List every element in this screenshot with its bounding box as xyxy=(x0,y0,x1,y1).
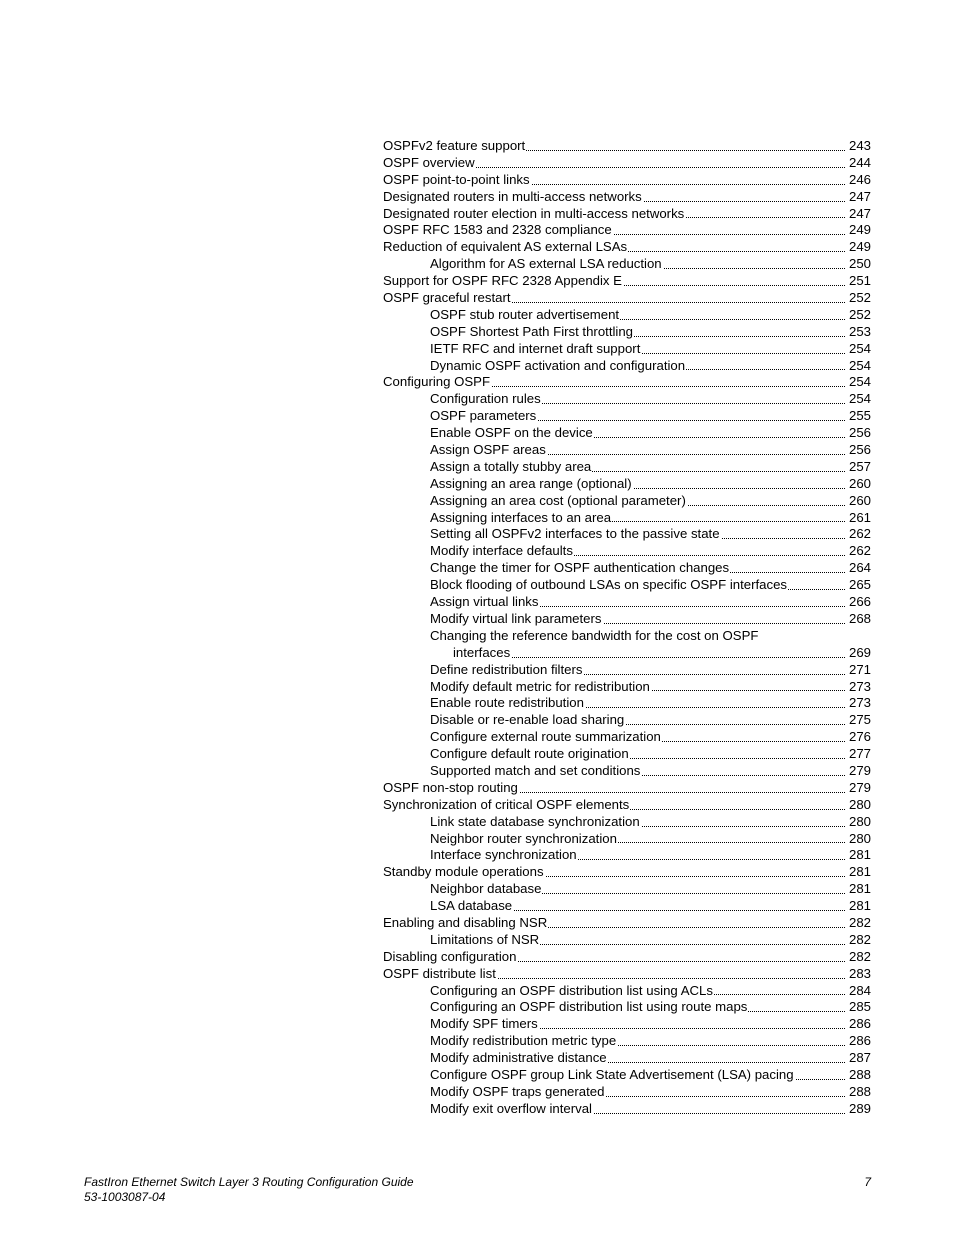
toc-entry[interactable] xyxy=(430,611,871,628)
toc-entry-page: 254 xyxy=(848,374,871,390)
toc-entry-title: Limitations of NSR xyxy=(430,931,540,947)
toc-entry[interactable] xyxy=(430,712,871,729)
toc-entry-title: Modify interface defaults xyxy=(430,543,573,559)
toc-entry[interactable] xyxy=(383,780,871,797)
toc-entry[interactable] xyxy=(430,526,871,543)
toc-entry[interactable] xyxy=(383,949,871,966)
toc-entry[interactable] xyxy=(430,1067,871,1084)
toc-entry-page: 280 xyxy=(848,813,871,829)
toc-entry[interactable] xyxy=(430,628,871,662)
toc-entry[interactable] xyxy=(430,662,871,679)
toc-entry-title: OSPF distribute list xyxy=(383,965,496,981)
toc-entry[interactable] xyxy=(383,138,871,155)
toc-entry-title: Assigning an area range (optional) xyxy=(430,475,632,491)
toc-entry-page: 262 xyxy=(848,526,871,542)
toc-entry[interactable] xyxy=(383,915,871,932)
toc-entry-title: Assigning an area cost (optional parameter) xyxy=(430,492,686,508)
toc-entry[interactable] xyxy=(430,543,871,560)
toc-entry[interactable] xyxy=(383,864,871,881)
toc-entry-title: Block flooding of outbound LSAs on specific OSPF interfaces xyxy=(430,577,787,593)
toc-entry[interactable] xyxy=(430,999,871,1016)
toc-entry-page: 251 xyxy=(848,273,871,289)
toc-entry-title: Setting all OSPFv2 interfaces to the passive state xyxy=(430,526,720,542)
toc-entry-title: Modify default metric for redistribution xyxy=(430,678,650,694)
toc-entry-title: OSPF overview xyxy=(383,154,475,170)
toc-entry-title: Interface synchronization xyxy=(430,847,577,863)
toc-entry-page: 268 xyxy=(848,610,871,626)
toc-entry[interactable] xyxy=(430,932,871,949)
toc-entry-page: 262 xyxy=(848,543,871,559)
toc-entry-page: 256 xyxy=(848,425,871,441)
toc-entry[interactable] xyxy=(430,1033,871,1050)
toc-entry-page: 243 xyxy=(848,138,871,153)
toc-entry[interactable] xyxy=(430,442,871,459)
toc-entry-title: Neighbor router synchronization xyxy=(430,830,617,846)
toc-entry-page: 276 xyxy=(848,729,871,745)
toc-entry-page: 273 xyxy=(848,695,871,711)
toc-entry-page: 279 xyxy=(848,779,871,795)
toc-entry-page: 264 xyxy=(848,560,871,576)
toc-entry[interactable] xyxy=(383,797,871,814)
toc-entry-page: 282 xyxy=(848,914,871,930)
toc-entry-page: 279 xyxy=(848,762,871,778)
toc-entry[interactable] xyxy=(383,239,871,256)
toc-entry-title: Modify exit overflow interval xyxy=(430,1100,592,1116)
toc-entry[interactable] xyxy=(383,189,871,206)
toc-entry-page: 288 xyxy=(848,1067,871,1082)
toc-entry[interactable] xyxy=(430,679,871,696)
toc-entry-title: Neighbor database xyxy=(430,881,542,897)
toc-entry[interactable] xyxy=(383,290,871,307)
toc-entry-title: Disabling configuration xyxy=(383,948,517,964)
toc-entry-page: 247 xyxy=(848,188,871,204)
toc-entry-title: Link state database synchronization xyxy=(430,813,640,829)
toc-entry[interactable] xyxy=(383,206,871,223)
page-number: 7 xyxy=(864,1175,871,1189)
toc-entry-page: 260 xyxy=(848,475,871,491)
toc-entry-page: 269 xyxy=(848,644,871,660)
toc-entry-page: 287 xyxy=(848,1050,871,1066)
toc-entry[interactable] xyxy=(383,273,871,290)
toc-entry-title: Configuring an OSPF distribution list using ACLs xyxy=(430,982,713,998)
toc-entry-title: Designated router election in multi-access networks xyxy=(383,205,685,221)
toc-entry[interactable] xyxy=(430,1050,871,1067)
toc-entry-title: Modify redistribution metric type xyxy=(430,1033,617,1049)
toc-entry-page: 286 xyxy=(848,1033,871,1049)
toc-entry-title: OSPFv2 feature support xyxy=(383,138,526,153)
toc-entry[interactable] xyxy=(430,307,871,324)
toc-entry[interactable] xyxy=(383,222,871,239)
toc-entry-page: 280 xyxy=(848,796,871,812)
toc-entry-title: Modify SPF timers xyxy=(430,1016,538,1032)
toc-entry[interactable] xyxy=(430,324,871,341)
toc-entry[interactable] xyxy=(430,577,871,594)
toc-entry-title: OSPF non-stop routing xyxy=(383,779,518,795)
toc-entry-page: 261 xyxy=(848,509,871,525)
toc-entry[interactable] xyxy=(383,966,871,983)
document-number: 53-1003087-04 xyxy=(84,1190,166,1204)
toc-entry-title-continuation: interfaces xyxy=(453,644,511,660)
toc-entry[interactable] xyxy=(430,594,871,611)
toc-entry[interactable] xyxy=(430,425,871,442)
toc-entry-title: Algorithm for AS external LSA reduction xyxy=(430,256,662,272)
toc-entry-page: 281 xyxy=(848,881,871,897)
toc-entry[interactable] xyxy=(430,391,871,408)
toc-entry-page: 288 xyxy=(848,1083,871,1099)
toc-entry[interactable] xyxy=(430,341,871,358)
toc-entry-title: Enable route redistribution xyxy=(430,695,584,711)
toc-entry-title: OSPF Shortest Path First throttling xyxy=(430,323,634,339)
toc-entry-title: OSPF point-to-point links xyxy=(383,171,530,187)
toc-entry[interactable] xyxy=(383,374,871,391)
toc-entry-title: LSA database xyxy=(430,898,513,914)
toc-entry-page: 275 xyxy=(848,712,871,728)
toc-entry-title: Reduction of equivalent AS external LSAs xyxy=(383,239,628,255)
toc-entry[interactable] xyxy=(430,510,871,527)
toc-entry-title: Change the timer for OSPF authentication changes xyxy=(430,560,730,576)
toc-entry-page: 277 xyxy=(848,746,871,762)
toc-entry[interactable] xyxy=(430,1084,871,1101)
toc-entry-page: 282 xyxy=(848,948,871,964)
toc-entry-title: Configure default route origination xyxy=(430,746,629,762)
toc-entry[interactable] xyxy=(430,408,871,425)
toc-entry-page: 273 xyxy=(848,678,871,694)
toc-entry-page: 254 xyxy=(848,357,871,373)
toc-entry-page: 286 xyxy=(848,1016,871,1032)
toc-entry-page: 249 xyxy=(848,239,871,255)
toc-entry-title: Designated routers in multi-access networks xyxy=(383,188,642,204)
toc-entry-title: Modify virtual link parameters xyxy=(430,610,602,626)
toc-entry-title: OSPF stub router advertisement xyxy=(430,306,620,322)
toc-entry-page: 271 xyxy=(848,661,871,677)
guide-title: FastIron Ethernet Switch Layer 3 Routing Configuration Guide xyxy=(84,1175,414,1189)
toc-entry-title: Changing the reference bandwidth for the cost on OSPF xyxy=(430,627,759,643)
toc-entry-title: Configure external route summarization xyxy=(430,729,661,745)
toc-entry-title: OSPF RFC 1583 and 2328 compliance xyxy=(383,222,612,238)
toc-entry[interactable] xyxy=(430,459,871,476)
toc-entry-page: 254 xyxy=(848,391,871,407)
toc-entry-title: Assign a totally stubby area xyxy=(430,458,592,474)
toc-entry-page: 260 xyxy=(848,492,871,508)
table-of-contents xyxy=(383,138,871,1118)
toc-entry-title: Configuring an OSPF distribution list using route maps xyxy=(430,999,748,1015)
toc-entry-page: 247 xyxy=(848,205,871,221)
toc-entry-page: 266 xyxy=(848,594,871,610)
toc-entry[interactable] xyxy=(430,560,871,577)
toc-entry-page: 254 xyxy=(848,340,871,356)
toc-entry-title: Assigning interfaces to an area xyxy=(430,509,612,525)
toc-entry-title: Define redistribution filters xyxy=(430,661,583,677)
toc-entry-page: 283 xyxy=(848,965,871,981)
toc-entry[interactable] xyxy=(430,898,871,915)
toc-entry[interactable] xyxy=(430,763,871,780)
toc-entry-title: OSPF graceful restart xyxy=(383,290,511,306)
toc-entry-title: Configure OSPF group Link State Advertisement (LSA) pacing xyxy=(430,1067,794,1082)
toc-entry[interactable] xyxy=(430,881,871,898)
page-footer xyxy=(84,1175,871,1205)
toc-entry-title: Modify administrative distance xyxy=(430,1050,607,1066)
toc-entry-title: Modify OSPF traps generated xyxy=(430,1083,605,1099)
toc-entry-title: Configuration rules xyxy=(430,391,541,407)
toc-entry[interactable] xyxy=(430,256,871,273)
toc-entry[interactable] xyxy=(430,831,871,848)
toc-entry[interactable] xyxy=(430,695,871,712)
toc-entry-page: 252 xyxy=(848,306,871,322)
toc-entry-page: 284 xyxy=(848,982,871,998)
toc-entry-title: OSPF parameters xyxy=(430,408,537,424)
toc-entry-title: IETF RFC and internet draft support xyxy=(430,340,641,356)
toc-entry-page: 282 xyxy=(848,931,871,947)
toc-entry-page: 256 xyxy=(848,442,871,458)
toc-entry-title: Disable or re-enable load sharing xyxy=(430,712,625,728)
toc-entry-page: 246 xyxy=(848,171,871,187)
toc-entry-page: 281 xyxy=(848,864,871,880)
toc-entry[interactable] xyxy=(430,814,871,831)
toc-entry-title: Support for OSPF RFC 2328 Appendix E xyxy=(383,273,622,289)
toc-entry-page: 253 xyxy=(848,323,871,339)
toc-entry-title: Standby module operations xyxy=(383,864,544,880)
toc-entry-page: 289 xyxy=(848,1100,871,1116)
toc-entry-title: Enabling and disabling NSR xyxy=(383,914,548,930)
toc-entry-page: 249 xyxy=(848,222,871,238)
toc-entry-title: Supported match and set conditions xyxy=(430,762,641,778)
toc-entry-page: 255 xyxy=(848,408,871,424)
toc-entry[interactable] xyxy=(430,358,871,375)
toc-entry[interactable] xyxy=(430,493,871,510)
toc-entry[interactable] xyxy=(430,983,871,1000)
toc-entry-title: Assign virtual links xyxy=(430,594,539,610)
toc-entry-page: 281 xyxy=(848,847,871,863)
toc-entry-title: Dynamic OSPF activation and configuration xyxy=(430,357,686,373)
toc-entry-page: 281 xyxy=(848,898,871,914)
toc-entry[interactable] xyxy=(430,847,871,864)
toc-entry-page: 285 xyxy=(848,999,871,1015)
toc-entry[interactable] xyxy=(430,1016,871,1033)
toc-entry-page: 280 xyxy=(848,830,871,846)
toc-entry[interactable] xyxy=(383,155,871,172)
toc-entry-title: Enable OSPF on the device xyxy=(430,425,593,441)
toc-entry[interactable] xyxy=(430,746,871,763)
toc-entry[interactable] xyxy=(430,729,871,746)
toc-entry-title: Synchronization of critical OSPF elements xyxy=(383,796,630,812)
toc-entry-title: Configuring OSPF xyxy=(383,374,491,390)
toc-entry-page: 252 xyxy=(848,290,871,306)
toc-entry-title: Assign OSPF areas xyxy=(430,442,546,458)
toc-entry-page: 265 xyxy=(848,577,871,593)
toc-entry-page: 244 xyxy=(848,154,871,170)
toc-entry-page: 257 xyxy=(848,458,871,474)
dot-leader xyxy=(453,657,845,658)
toc-entry[interactable] xyxy=(383,172,871,189)
toc-entry[interactable] xyxy=(430,476,871,493)
toc-entry-page: 250 xyxy=(848,256,871,272)
toc-entry[interactable] xyxy=(430,1101,871,1118)
